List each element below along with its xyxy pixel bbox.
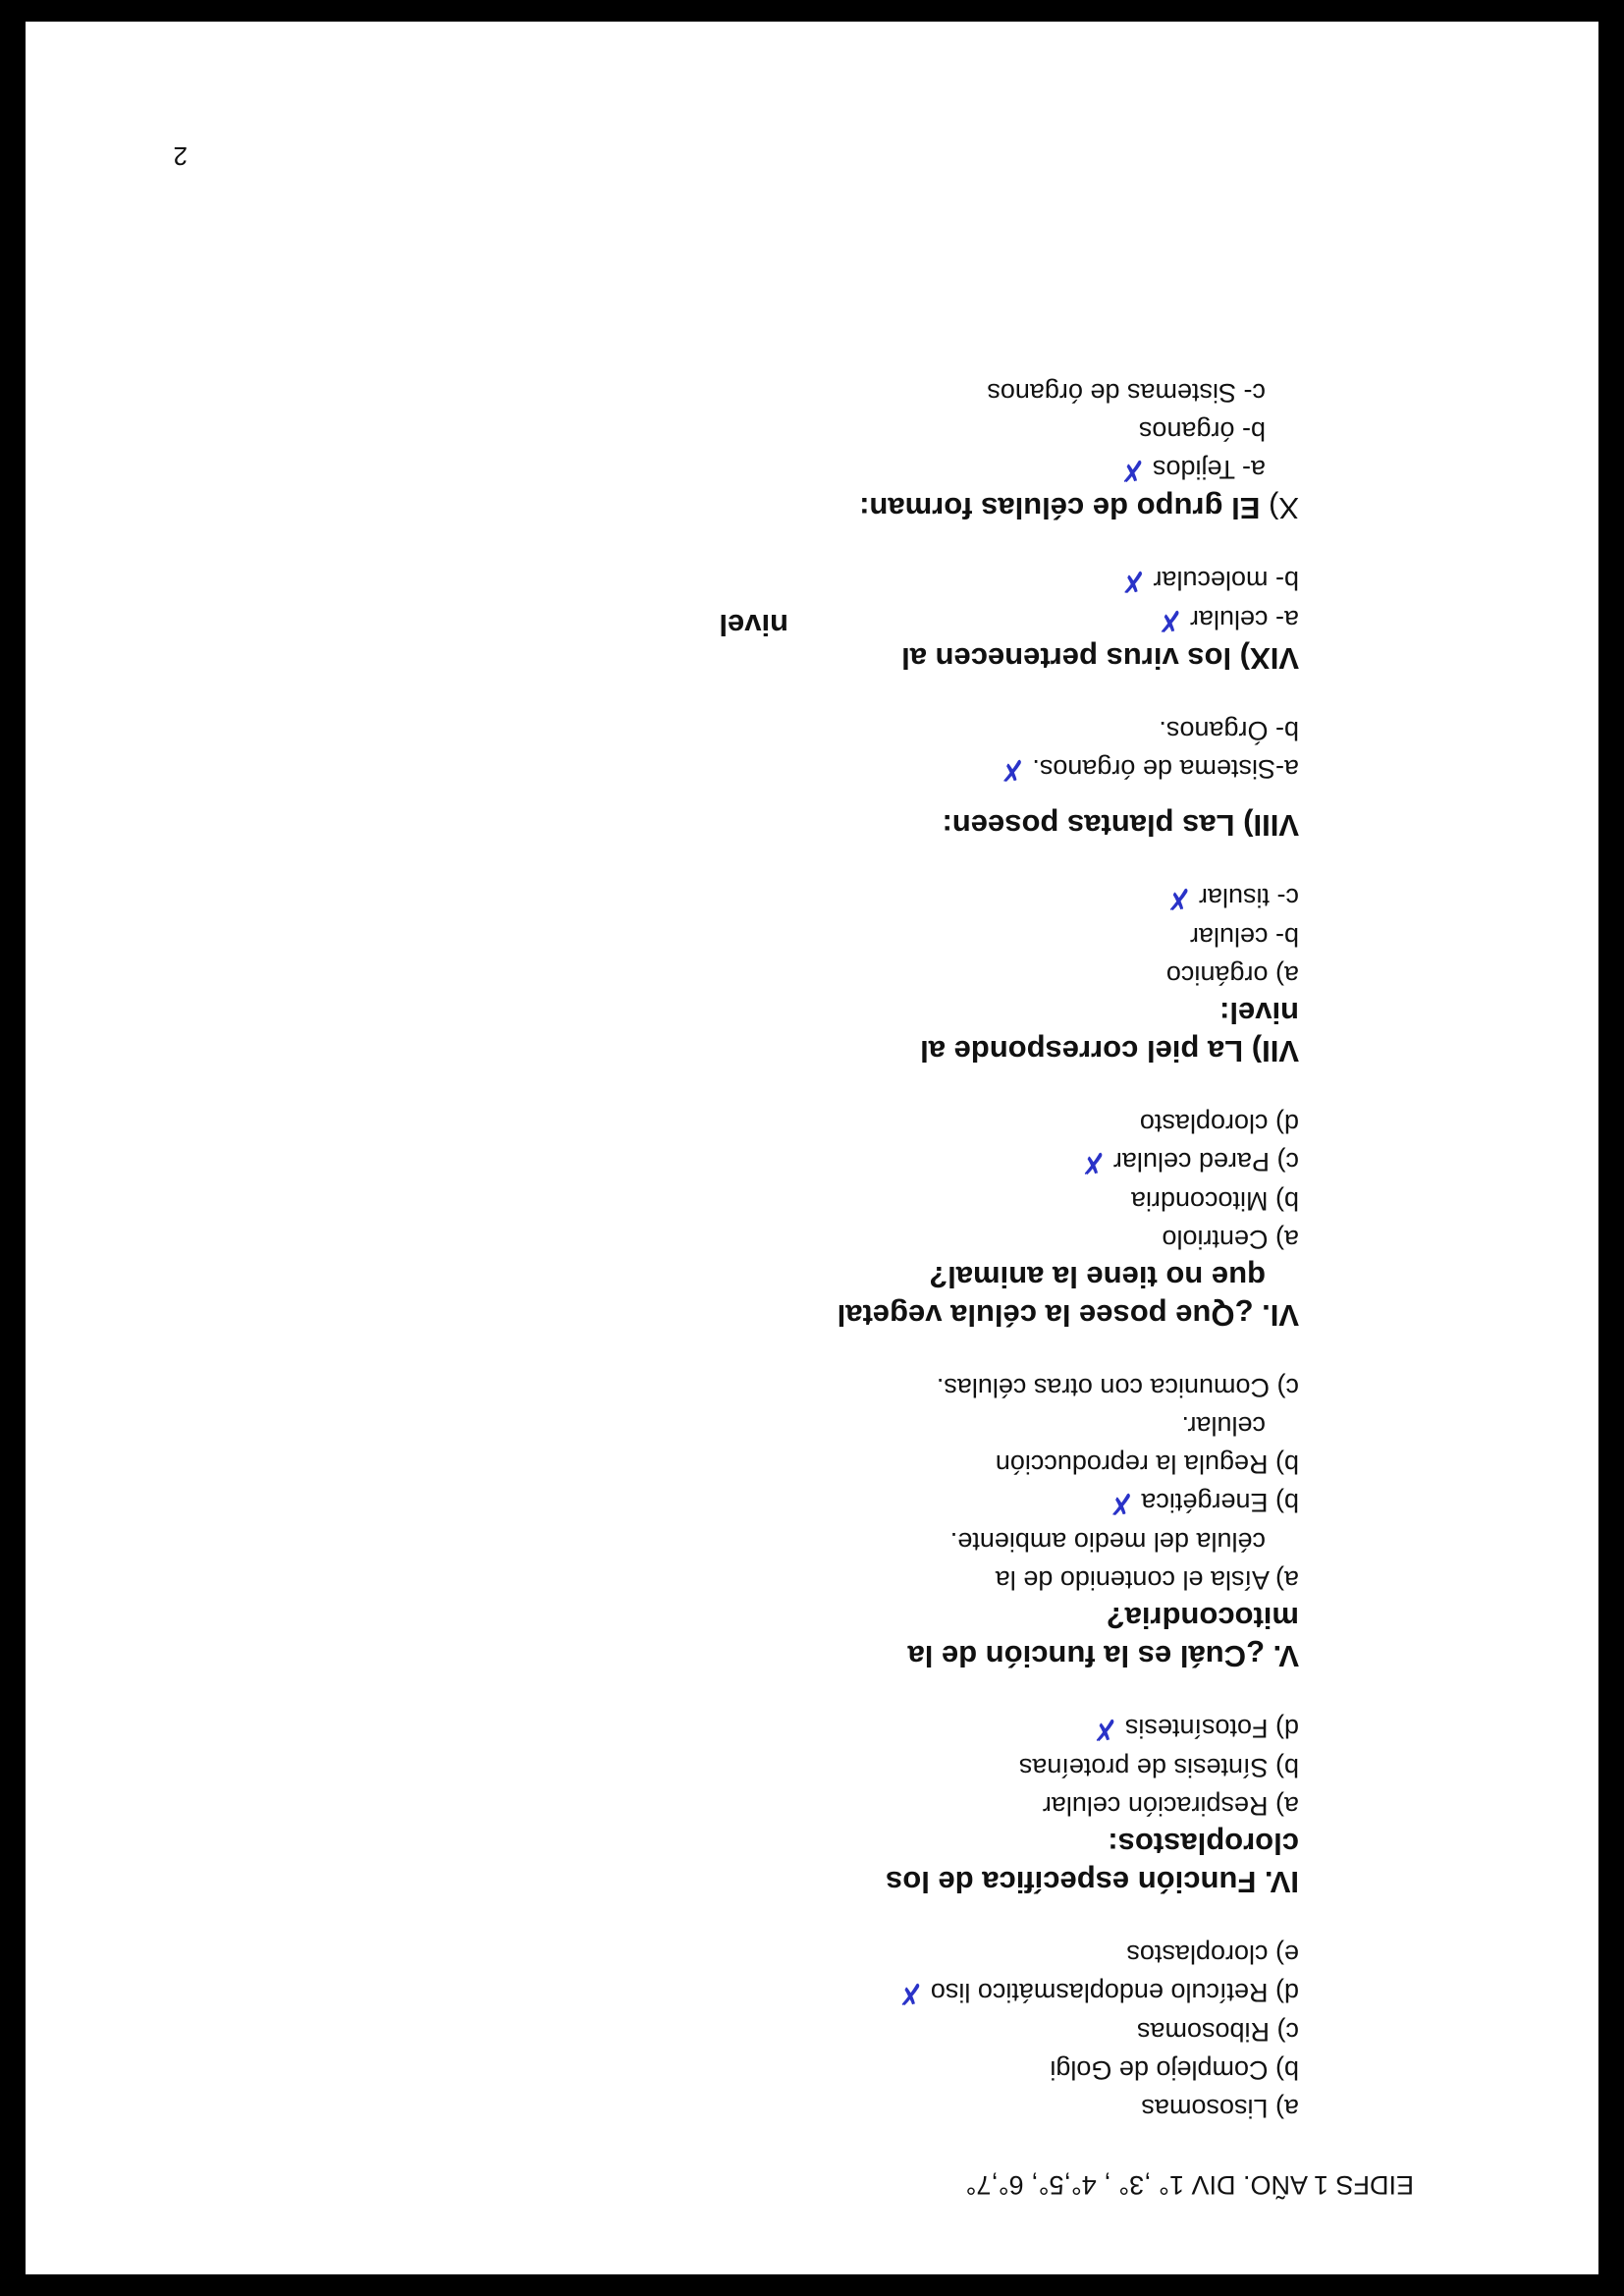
option-d-reticulo: [838, 1973, 1299, 2012]
question-vii-title: VII) La piel corresponde al: [920, 1034, 1299, 1068]
question-v-title: V. ¿Cuál es la función de la: [907, 1639, 1299, 1673]
option: b) Síntesis de proteínas: [1018, 1753, 1299, 1782]
option: b- Órganos.: [1159, 716, 1299, 745]
option-c-ribosomas: c) Ribosomas: [1136, 2017, 1299, 2047]
question-x-title: [838, 489, 1299, 527]
option-text: b- molecular: [1153, 566, 1299, 595]
option: [838, 878, 1299, 917]
page-content: [26, 22, 1598, 2274]
answer-column: [719, 373, 1299, 2127]
option-text: d) Retículo endoplasmático liso: [930, 1978, 1299, 2007]
option: [838, 1709, 1299, 1748]
option: [838, 561, 1299, 600]
option: a) Centriolo: [1162, 1225, 1299, 1254]
option-continued: celular.: [1181, 1411, 1266, 1441]
question-ix-text: VIX) los virus pertenecen al: [901, 641, 1299, 676]
option: b) Regula la reproducción: [995, 1449, 1299, 1479]
option: d) cloroplasto: [1139, 1109, 1299, 1138]
option: [838, 1142, 1299, 1181]
option: [838, 749, 1299, 789]
cross-mark-icon: ✗: [1092, 1712, 1117, 1746]
option-e-cloroplastos: e) cloroplastos: [1126, 1940, 1299, 1969]
question-vi-title: VI. ¿Que posee la célula vegetal: [837, 1298, 1299, 1333]
page-header: EIDFS 1 AÑO. DIV 1° ,3° , 4°,5°, 6°,7°: [965, 2170, 1414, 2200]
option: [838, 600, 1299, 639]
question-x-text: El grupo de células forman:: [859, 491, 1261, 525]
question-vii-title-2: nivel:: [1219, 996, 1299, 1030]
question-viii-title: VIII) Las plantas poseen:: [942, 808, 1299, 843]
cross-mark-icon: ✗: [1157, 603, 1182, 637]
cross-mark-icon: ✗: [1119, 453, 1145, 487]
option: b- órganos: [1138, 416, 1266, 446]
option-continued: célula del medio ambiente.: [949, 1527, 1266, 1557]
question-iv-title-2: cloroplastos:: [1108, 1827, 1299, 1861]
option: c- Sistemas de órganos: [987, 378, 1266, 408]
option-a-lisosomas: a) Lisosomas: [1141, 2094, 1299, 2123]
option-text: a-Sistema de órganos.: [1032, 754, 1299, 784]
option: [838, 1483, 1299, 1522]
question-x-number: X): [1260, 491, 1299, 525]
question-ix-nivel: nivel: [719, 608, 788, 642]
option: a) Aísla el contenido de la: [995, 1565, 1299, 1595]
option-text: d) Fotosíntesis: [1124, 1714, 1299, 1743]
option-text: c) Pared celular: [1112, 1147, 1299, 1176]
page-number: 2: [173, 141, 188, 171]
option-b-golgi: b) Complejo de Golgi: [1050, 2055, 1299, 2085]
cross-mark-icon: ✗: [897, 1976, 923, 2010]
option-text: a- celular: [1189, 605, 1299, 634]
question-iv-title: IV. Función específica de los: [886, 1865, 1299, 1899]
cross-mark-icon: ✗: [1165, 881, 1191, 915]
cross-mark-icon: ✗: [1109, 1486, 1134, 1520]
cross-mark-icon: ✗: [1000, 752, 1025, 787]
option: c) Comunica con otras células.: [936, 1373, 1299, 1402]
cross-mark-icon: ✗: [1080, 1145, 1106, 1179]
option-text: c- tisular: [1198, 883, 1299, 912]
cross-mark-icon: ✗: [1120, 564, 1146, 598]
option: b) Mitocondria: [1130, 1186, 1299, 1216]
question-vi-title-2: que no tiene la animal?: [929, 1260, 1266, 1294]
option-text: b) Energética: [1141, 1488, 1299, 1517]
option-text: a- Tejidos: [1152, 455, 1266, 484]
option: a) orgánico: [1165, 960, 1299, 990]
option: a) Respiración celular: [1042, 1791, 1299, 1821]
option: b- celular: [1189, 922, 1299, 952]
question-v-title-2: mitocondria?: [1106, 1601, 1299, 1635]
scanned-sheet: [26, 22, 1598, 2274]
option: [838, 450, 1299, 489]
